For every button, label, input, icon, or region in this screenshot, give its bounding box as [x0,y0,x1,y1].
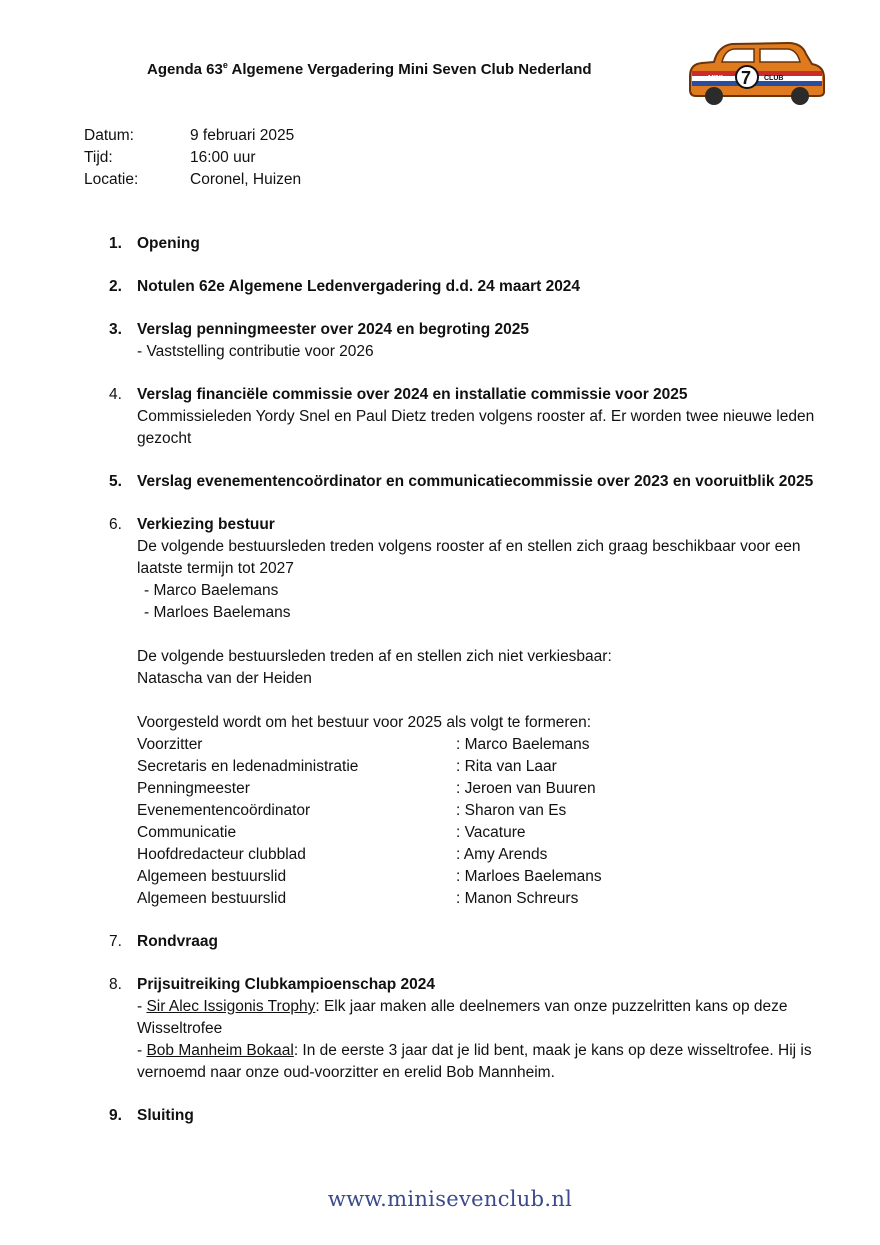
trophy-description: : In de eerste 3 jaar dat je lid bent, maak je kans op deze wisseltrofee. Hij is vernoemd naar onze oud-voorzitter en erelid Bob Mannheim. [137,1042,812,1081]
item-number: 2. [109,278,122,295]
board-row [137,822,844,844]
item-title: Rondvraag [137,933,218,950]
reelection-intro: De volgende bestuursleden treden volgens rooster af en stellen zich graag beschikbaar voor een laatste termijn tot 2027 [137,538,801,577]
agenda-list [0,233,880,1148]
item-body: Commissieleden Yordy Snel en Paul Dietz treden volgens rooster af. Er worden twee nieuwe leden gezocht [137,408,815,447]
board-member: : Vacature [456,824,526,841]
board-member: : Marloes Baelemans [456,868,602,885]
item-number: 8. [109,976,122,993]
meta-row-date [84,125,301,147]
agenda-item-financial-committee [0,384,880,450]
item-subpoint: - Vaststelling contributie voor 2026 [137,343,374,360]
agenda-item-questions [0,931,880,953]
meta-value: 9 februari 2025 [190,127,295,144]
board-member: : Manon Schreurs [456,890,579,907]
meta-label: Tijd: [84,149,113,166]
item-title: Opening [137,235,200,252]
board-role: Voorzitter [137,736,203,753]
car-window-rear [760,49,800,62]
agenda-item-minutes [0,276,880,298]
agenda-item-events-communication [0,471,880,493]
item-number: 3. [109,321,122,338]
meta-value: 16:00 uur [190,149,256,166]
meta-label: Datum: [84,127,134,144]
trophy-issigonis: - Sir Alec Issigonis Trophy: Elk jaar maken alle deelnemers van onze puzzelritten kans op deze Wisseltrofee [137,998,788,1037]
footer-url: www.minisevenclub.nl [327,1187,573,1211]
board-row [137,888,844,910]
item-title: Prijsuitreiking Clubkampioenschap 2024 [137,976,436,993]
reelection-candidate: - Marloes Baelemans [144,604,291,621]
logo-number: 7 [741,68,752,88]
board-member: : Sharon van Es [456,802,567,819]
logo-text-club: CLUB [764,75,784,82]
logo-text-mini: MINI [708,75,723,82]
item-number: 7. [109,933,122,950]
agenda-item-closing [0,1105,880,1127]
item-number: 4. [109,386,122,403]
item-number: 9. [109,1107,122,1124]
board-role: Algemeen bestuurslid [137,890,287,907]
trophy-name: Sir Alec Issigonis Trophy [146,998,316,1015]
mini-seven-car-logo-icon [684,40,828,108]
item-title: Verkiezing bestuur [137,516,275,533]
board-table [137,734,844,910]
board-row [137,778,844,800]
car-wheel-front [705,87,723,105]
board-member: : Jeroen van Buuren [456,780,596,797]
meta-label: Locatie: [84,171,139,188]
item-title: Verslag evenementencoördinator en communicatiecommissie over 2023 en vooruitblik 2025 [137,473,814,490]
trophy-description: : Elk jaar maken alle deelnemers van onze puzzelritten kans op deze Wisseltrofee [137,998,788,1037]
board-role: Secretaris en ledenadministratie [137,758,359,775]
board-row [137,866,844,888]
page-title: Agenda 63e Algemene Vergadering Mini Seven Club Nederland [147,60,592,78]
board-role: Hoofdredacteur clubblad [137,846,306,863]
meeting-details [84,125,301,191]
board-member: : Amy Arends [456,846,548,863]
board-role: Evenementencoördinator [137,802,311,819]
trophy-manheim: - Bob Manheim Bokaal: In de eerste 3 jaar dat je lid bent, maak je kans op deze wisseltrofee. Hij is vernoemd naar onze oud-voorzitter en erelid Bob Mannheim. [137,1042,812,1081]
board-member: : Rita van Laar [456,758,557,775]
meta-value: Coronel, Huizen [190,171,302,188]
reelection-candidate: - Marco Baelemans [144,582,279,599]
agenda-item-board-election [0,514,880,910]
item-title: Sluiting [137,1107,194,1124]
board-row [137,844,844,866]
board-row [137,734,844,756]
not-eligible-name: Natascha van der Heiden [137,670,312,687]
board-row [137,800,844,822]
board-proposal-intro: Voorgesteld wordt om het bestuur voor 2025 als volgt te formeren: [137,714,592,731]
board-row [137,756,844,778]
item-number: 5. [109,473,122,490]
agenda-item-awards [0,974,880,1084]
meta-row-time [84,147,301,169]
trophy-name: Bob Manheim Bokaal [146,1042,294,1059]
item-number: 6. [109,516,122,533]
item-title: Verslag financiële commissie over 2024 en installatie commissie voor 2025 [137,386,688,403]
car-wheel-rear [791,87,809,105]
board-role: Communicatie [137,824,237,841]
meta-row-location [84,169,301,191]
board-role: Algemeen bestuurslid [137,868,287,885]
item-title: Notulen 62e Algemene Ledenvergadering d.d. 24 maart 2024 [137,278,581,295]
agenda-item-opening [0,233,880,255]
board-role: Penningmeester [137,780,250,797]
board-member: : Marco Baelemans [456,736,590,753]
item-number: 1. [109,235,122,252]
agenda-item-treasurer [0,319,880,363]
item-title: Verslag penningmeester over 2024 en begroting 2025 [137,321,529,338]
not-eligible-intro: De volgende bestuursleden treden af en stellen zich niet verkiesbaar: [137,648,612,665]
